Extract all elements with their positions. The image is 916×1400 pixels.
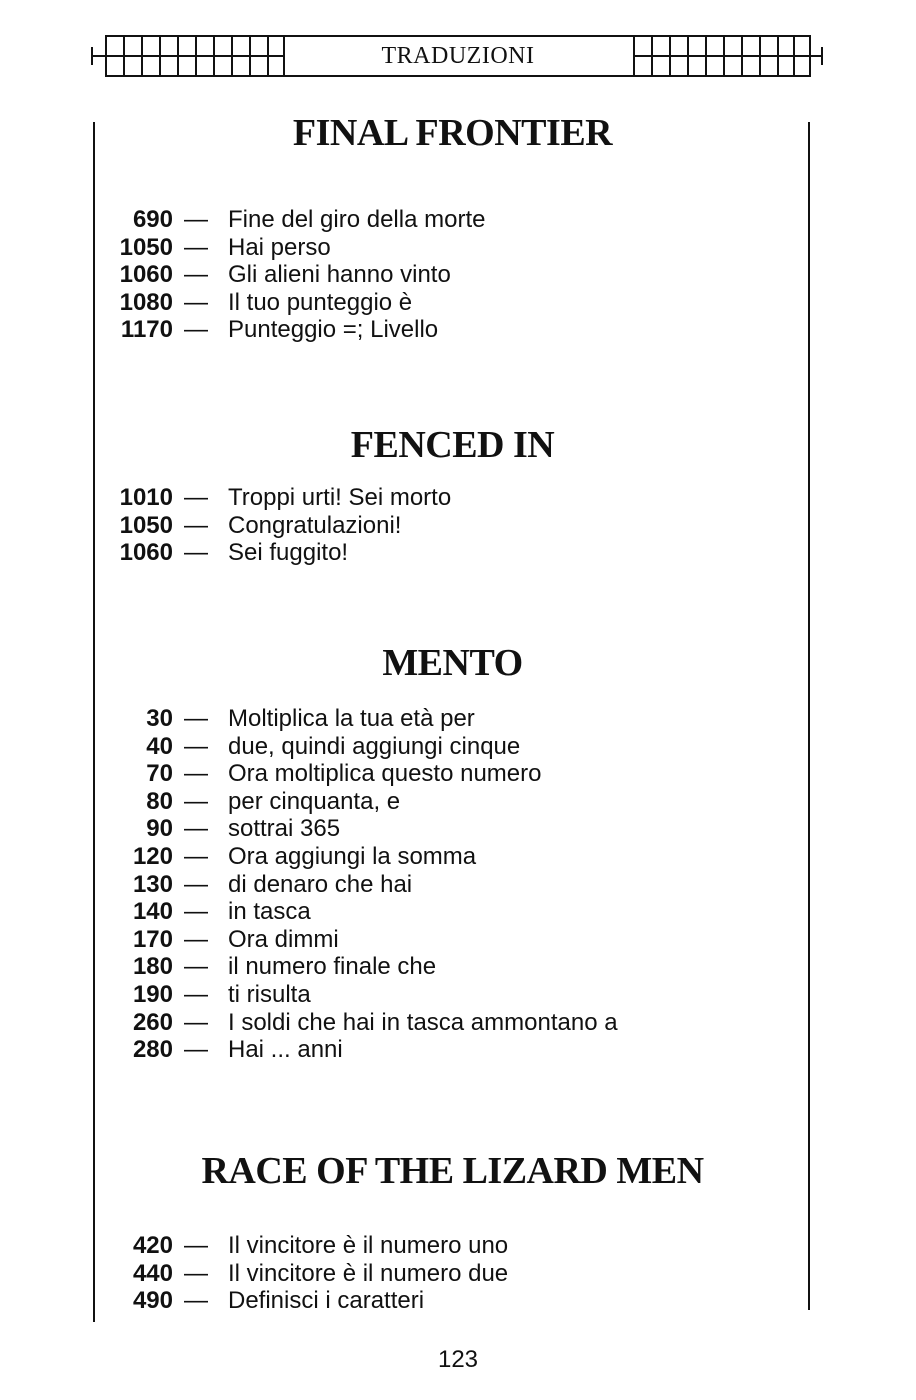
translation-text: sottrai 365 [228,815,341,843]
line-number: 1060 [119,261,173,289]
section-title: RACE OF THE LIZARD MEN [201,1150,704,1192]
line-number: 30 [146,705,173,732]
section-title: FINAL FRONTIER [292,112,613,154]
dash: — [184,1259,208,1287]
line-number: 1060 [119,539,173,567]
translation-row [100,705,805,733]
line-number: 490 [132,1287,173,1315]
dash: — [184,288,208,316]
translation-text: Il tuo punteggio è [228,288,413,316]
dash: — [184,815,208,843]
dash: — [184,953,208,981]
translation-row [100,815,805,843]
line-number: 190 [132,980,173,1008]
translation-text: Il vincitore è il numero uno [228,1232,509,1259]
dash: — [184,898,208,926]
section-fenced-in [100,424,805,567]
translation-row [100,898,805,926]
section-title: MENTO [382,642,523,684]
translation-row [100,1260,805,1288]
line-number: 1080 [119,288,173,316]
translation-row [100,512,805,540]
translation-row [100,760,805,788]
dash: — [184,1232,208,1259]
line-number: 1050 [119,233,173,261]
line-number: 1050 [119,511,173,539]
line-number: 140 [132,898,173,926]
line-number: 440 [132,1259,173,1287]
line-number: 90 [146,815,173,843]
line-number: 40 [146,732,173,760]
line-number: 180 [132,953,173,981]
translation-row [100,843,805,871]
right-frame-rule [808,122,810,1310]
translation-row [100,1232,805,1260]
section-final-frontier [100,112,805,344]
dash: — [184,261,208,289]
section-race-of-the-lizard-men [100,1150,805,1315]
translation-text: Punteggio =; Livello [228,316,439,344]
translation-row [100,539,805,567]
dash: — [184,925,208,953]
translation-text: Moltiplica la tua età per [228,705,475,732]
translation-list [100,484,805,567]
line-number: 690 [132,206,173,233]
translation-text: per cinquanta, e [228,787,401,815]
translation-row [100,1036,805,1064]
line-number: 120 [132,842,173,870]
line-number: 70 [146,760,173,788]
dash: — [184,732,208,760]
page-header [90,33,826,81]
page-number: 123 [437,1346,479,1373]
translation-row [100,788,805,816]
translation-row [100,289,805,317]
dash: — [184,206,208,233]
translation-text: Ora aggiungi la somma [228,842,477,870]
dash: — [184,484,208,511]
dash: — [184,233,208,261]
translation-text: il numero finale che [228,953,437,981]
translation-text: Ora moltiplica questo numero [228,760,542,788]
line-number: 80 [146,787,173,815]
line-number: 1010 [119,484,173,511]
dash: — [184,705,208,732]
header-title: TRADUZIONI [381,43,535,69]
translation-list [100,705,805,1064]
dash: — [184,1287,208,1315]
dash: — [184,316,208,344]
translation-text: Congratulazioni! [228,511,402,539]
translation-text: Gli alieni hanno vinto [228,261,451,289]
dash: — [184,539,208,567]
translation-row [100,261,805,289]
line-number: 260 [132,1008,173,1036]
translation-text: ti risulta [228,980,311,1008]
translation-text: due, quindi aggiungi cinque [228,732,521,760]
translation-text: di denaro che hai [228,870,413,898]
dash: — [184,842,208,870]
section-title: FENCED IN [350,424,555,466]
dash: — [184,787,208,815]
translation-row [100,234,805,262]
dash: — [184,1036,208,1064]
line-number: 420 [132,1232,173,1259]
translation-row [100,981,805,1009]
dash: — [184,980,208,1008]
line-number: 170 [132,925,173,953]
dash: — [184,760,208,788]
line-number: 1170 [120,316,173,344]
translation-text: Il vincitore è il numero due [228,1259,509,1287]
translation-row [100,1009,805,1037]
translation-row [100,926,805,954]
translation-row [100,1287,805,1315]
translation-text: in tasca [228,898,311,926]
dash: — [184,1008,208,1036]
line-number: 280 [132,1036,173,1064]
translation-text: Ora dimmi [228,925,339,953]
line-number: 130 [132,870,173,898]
translation-text: Sei fuggito! [228,539,349,567]
translation-text: Hai ... anni [228,1036,343,1064]
translation-row [100,871,805,899]
translation-list [100,1232,805,1315]
translation-row [100,953,805,981]
translation-list [100,206,805,344]
section-mento [100,642,805,1064]
translation-row [100,206,805,234]
left-frame-rule [93,122,95,1322]
dash: — [184,511,208,539]
translation-text: Troppi urti! Sei morto [228,484,452,511]
translation-row [100,733,805,761]
translation-row [100,316,805,344]
translation-row [100,484,805,512]
translation-text: Fine del giro della morte [228,206,486,233]
translation-text: Definisci i caratteri [228,1287,425,1315]
translation-text: I soldi che hai in tasca ammontano a [228,1008,618,1036]
translation-text: Hai perso [228,233,331,261]
dash: — [184,870,208,898]
